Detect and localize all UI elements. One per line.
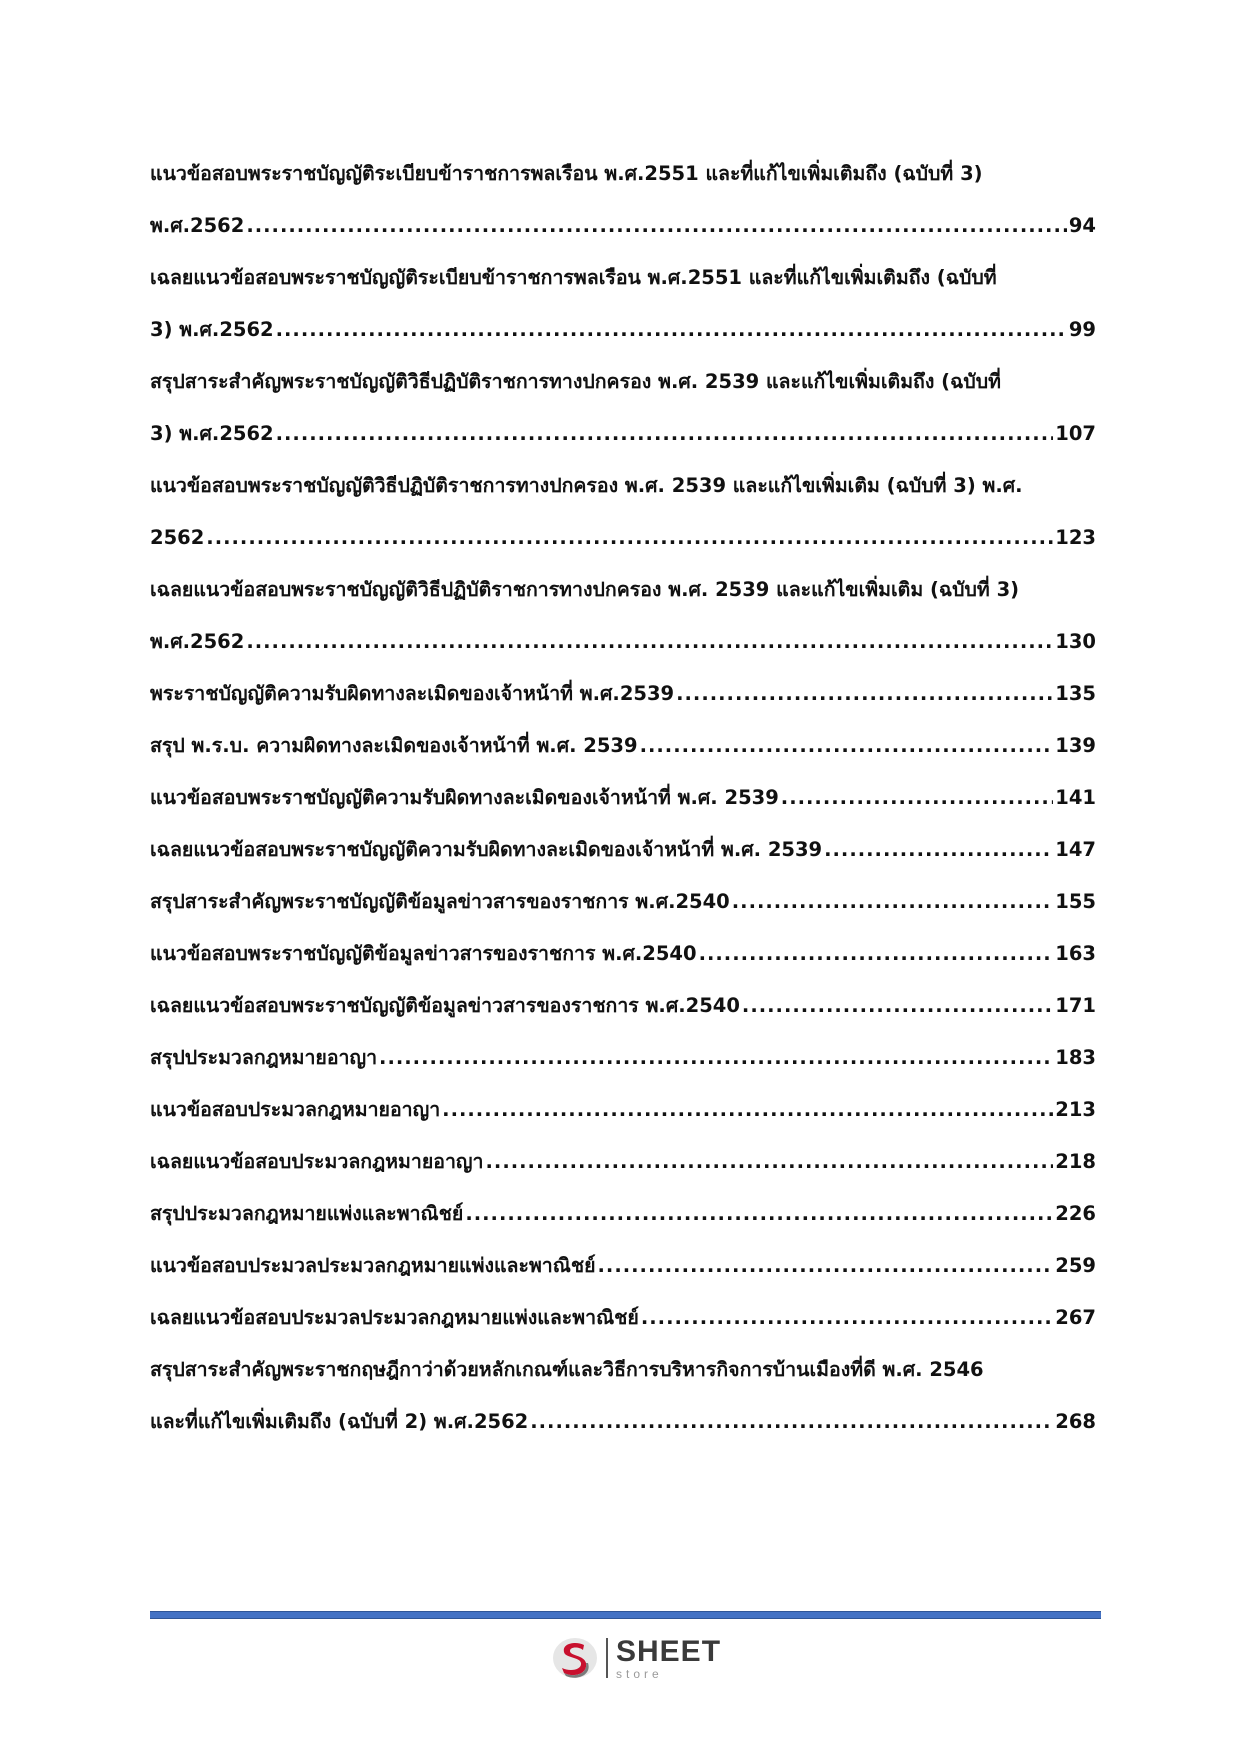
toc-entry-line [150,304,1096,356]
toc-entry-line [150,1396,1096,1448]
toc-entry[interactable] [150,1188,1096,1240]
toc-entry-line [150,616,1096,668]
table-of-contents [150,148,1096,1448]
toc-page-number: 226 [1055,1202,1096,1225]
toc-entry-line [150,980,1096,1032]
toc-page-number: 94 [1068,214,1096,237]
footer-divider-bar [150,1611,1101,1619]
toc-page-number: 218 [1055,1150,1096,1173]
toc-entry-title: เฉลยแนวข้อสอบพระราชบัญญัติความรับผิดทางละเมิดของเจ้าหน้าที่ พ.ศ. 2539 [150,838,823,861]
toc-entry-title: เฉลยแนวข้อสอบประมวลประมวลกฎหมายแพ่งและพาณิชย์ [150,1306,639,1329]
toc-entry-title: เฉลยแนวข้อสอบพระราชบัญญัติข้อมูลข่าวสารของราชการ พ.ศ.2540 [150,994,740,1017]
toc-page-number: 99 [1068,318,1096,341]
toc-entry[interactable] [150,1292,1096,1344]
toc-entry-title-line: สรุปสาระสำคัญพระราชกฤษฎีกาว่าด้วยหลักเกณฑ์และวิธีการบริหารกิจการบ้านเมืองที่ดี พ.ศ. 2546 [150,1358,984,1381]
dot-leader [246,200,1067,252]
toc-entry[interactable] [150,564,1096,668]
logo-text [616,1634,722,1681]
toc-page-number: 123 [1055,526,1096,549]
toc-entry-title: และที่แก้ไขเพิ่มเติมถึง (ฉบับที่ 2) พ.ศ.2562 [150,1410,529,1433]
toc-entry[interactable] [150,148,1096,252]
toc-entry-line [150,512,1096,564]
dot-leader [781,772,1054,824]
dot-leader [699,928,1054,980]
toc-page-number: 163 [1055,942,1096,965]
toc-entry-line [150,876,1096,928]
toc-entry-line [150,824,1096,876]
toc-entry[interactable] [150,772,1096,824]
toc-entry[interactable] [150,1084,1096,1136]
toc-entry-title-line: เฉลยแนวข้อสอบพระราชบัญญัติวิธีปฏิบัติราชการทางปกครอง พ.ศ. 2539 และแก้ไขเพิ่มเติม (ฉบับที่ 3) [150,578,1020,601]
toc-entry-title-line: แนวข้อสอบพระราชบัญญัติวิธีปฏิบัติราชการทางปกครอง พ.ศ. 2539 และแก้ไขเพิ่มเติม (ฉบับที่ 3) พ.ศ. [150,474,1023,497]
toc-entry-line [150,1084,1096,1136]
toc-page-number: 107 [1055,422,1096,445]
toc-entry-title: สรุปสาระสำคัญพระราชบัญญัติข้อมูลข่าวสารของราชการ พ.ศ.2540 [150,890,730,913]
dot-leader [246,616,1053,668]
toc-page-number: 213 [1055,1098,1096,1121]
dot-leader [824,824,1053,876]
toc-entry-title: พ.ศ.2562 [150,630,245,653]
dot-leader [379,1032,1053,1084]
toc-entry-title: แนวข้อสอบพระราชบัญญัติความรับผิดทางละเมิดของเจ้าหน้าที่ พ.ศ. 2539 [150,786,779,809]
toc-page-number: 183 [1055,1046,1096,1069]
toc-entry[interactable] [150,1240,1096,1292]
toc-page-number: 259 [1055,1254,1096,1277]
toc-entry-line [150,668,1096,720]
toc-page-number: 155 [1055,890,1096,913]
toc-entry[interactable] [150,980,1096,1032]
toc-entry-line [150,1188,1096,1240]
dot-leader [206,512,1053,564]
toc-entry[interactable] [150,720,1096,772]
dot-leader [640,720,1054,772]
toc-page-number: 267 [1055,1306,1096,1329]
toc-entry[interactable] [150,668,1096,720]
toc-entry-title: สรุปประมวลกฎหมายอาญา [150,1046,378,1069]
logo-subword: store [616,1666,663,1681]
logo-s-icon [550,1633,600,1683]
toc-entry[interactable] [150,928,1096,980]
toc-entry-line [150,1032,1096,1084]
toc-entry[interactable] [150,252,1096,356]
toc-entry-title: สรุป พ.ร.บ. ความผิดทางละเมิดของเจ้าหน้าที่ พ.ศ. 2539 [150,734,638,757]
toc-entry-line [150,200,1096,252]
toc-entry-title: เฉลยแนวข้อสอบประมวลกฎหมายอาญา [150,1150,484,1173]
sheet-store-logo [550,1632,721,1684]
toc-entry-title: พ.ศ.2562 [150,214,245,237]
logo-word: SHEET [616,1634,722,1668]
dot-leader [530,1396,1053,1448]
toc-entry-line [150,1240,1096,1292]
toc-page-number: 147 [1055,838,1096,861]
toc-entry-title: 3) พ.ศ.2562 [150,422,274,445]
dot-leader [641,1292,1053,1344]
dot-leader [742,980,1053,1032]
toc-entry-line [150,928,1096,980]
toc-page-number: 171 [1055,994,1096,1017]
toc-page-number: 135 [1055,682,1096,705]
toc-entry[interactable] [150,1032,1096,1084]
toc-entry[interactable] [150,1344,1096,1448]
toc-entry-line [150,720,1096,772]
toc-entry-title: แนวข้อสอบพระราชบัญญัติข้อมูลข่าวสารของราชการ พ.ศ.2540 [150,942,697,965]
dot-leader [676,668,1053,720]
dot-leader [276,304,1067,356]
dot-leader [442,1084,1053,1136]
toc-page-number: 141 [1055,786,1096,809]
dot-leader [486,1136,1054,1188]
toc-entry-line [150,1136,1096,1188]
toc-entry[interactable] [150,460,1096,564]
toc-entry-line [150,772,1096,824]
toc-entry[interactable] [150,876,1096,928]
dot-leader [465,1188,1053,1240]
toc-page-number: 139 [1055,734,1096,757]
toc-entry-title: แนวข้อสอบประมวลกฎหมายอาญา [150,1098,441,1121]
toc-entry-title: พระราชบัญญัติความรับผิดทางละเมิดของเจ้าหน้าที่ พ.ศ.2539 [150,682,675,705]
toc-entry[interactable] [150,824,1096,876]
toc-entry-title: สรุปประมวลกฎหมายแพ่งและพาณิชย์ [150,1202,464,1225]
toc-entry-line [150,1292,1096,1344]
toc-entry-line [150,408,1096,460]
dot-leader [598,1240,1054,1292]
logo-divider [606,1638,608,1678]
dot-leader [732,876,1054,928]
toc-entry[interactable] [150,356,1096,460]
toc-entry-title-line: แนวข้อสอบพระราชบัญญัติระเบียบข้าราชการพลเรือน พ.ศ.2551 และที่แก้ไขเพิ่มเติมถึง (ฉบับที่ 3) [150,162,983,185]
toc-entry-title-line: สรุปสาระสำคัญพระราชบัญญัติวิธีปฏิบัติราชการทางปกครอง พ.ศ. 2539 และแก้ไขเพิ่มเติมถึง (ฉบับที่ [150,370,1001,393]
toc-page-number: 130 [1055,630,1096,653]
toc-entry-title: 2562 [150,526,205,549]
dot-leader [276,408,1054,460]
toc-entry-title: 3) พ.ศ.2562 [150,318,274,341]
toc-entry-title-line: เฉลยแนวข้อสอบพระราชบัญญัติระเบียบข้าราชการพลเรือน พ.ศ.2551 และที่แก้ไขเพิ่มเติมถึง (ฉบับที่ [150,266,997,289]
toc-entry-title: แนวข้อสอบประมวลประมวลกฎหมายแพ่งและพาณิชย์ [150,1254,596,1277]
toc-page-number: 268 [1055,1410,1096,1433]
toc-entry[interactable] [150,1136,1096,1188]
